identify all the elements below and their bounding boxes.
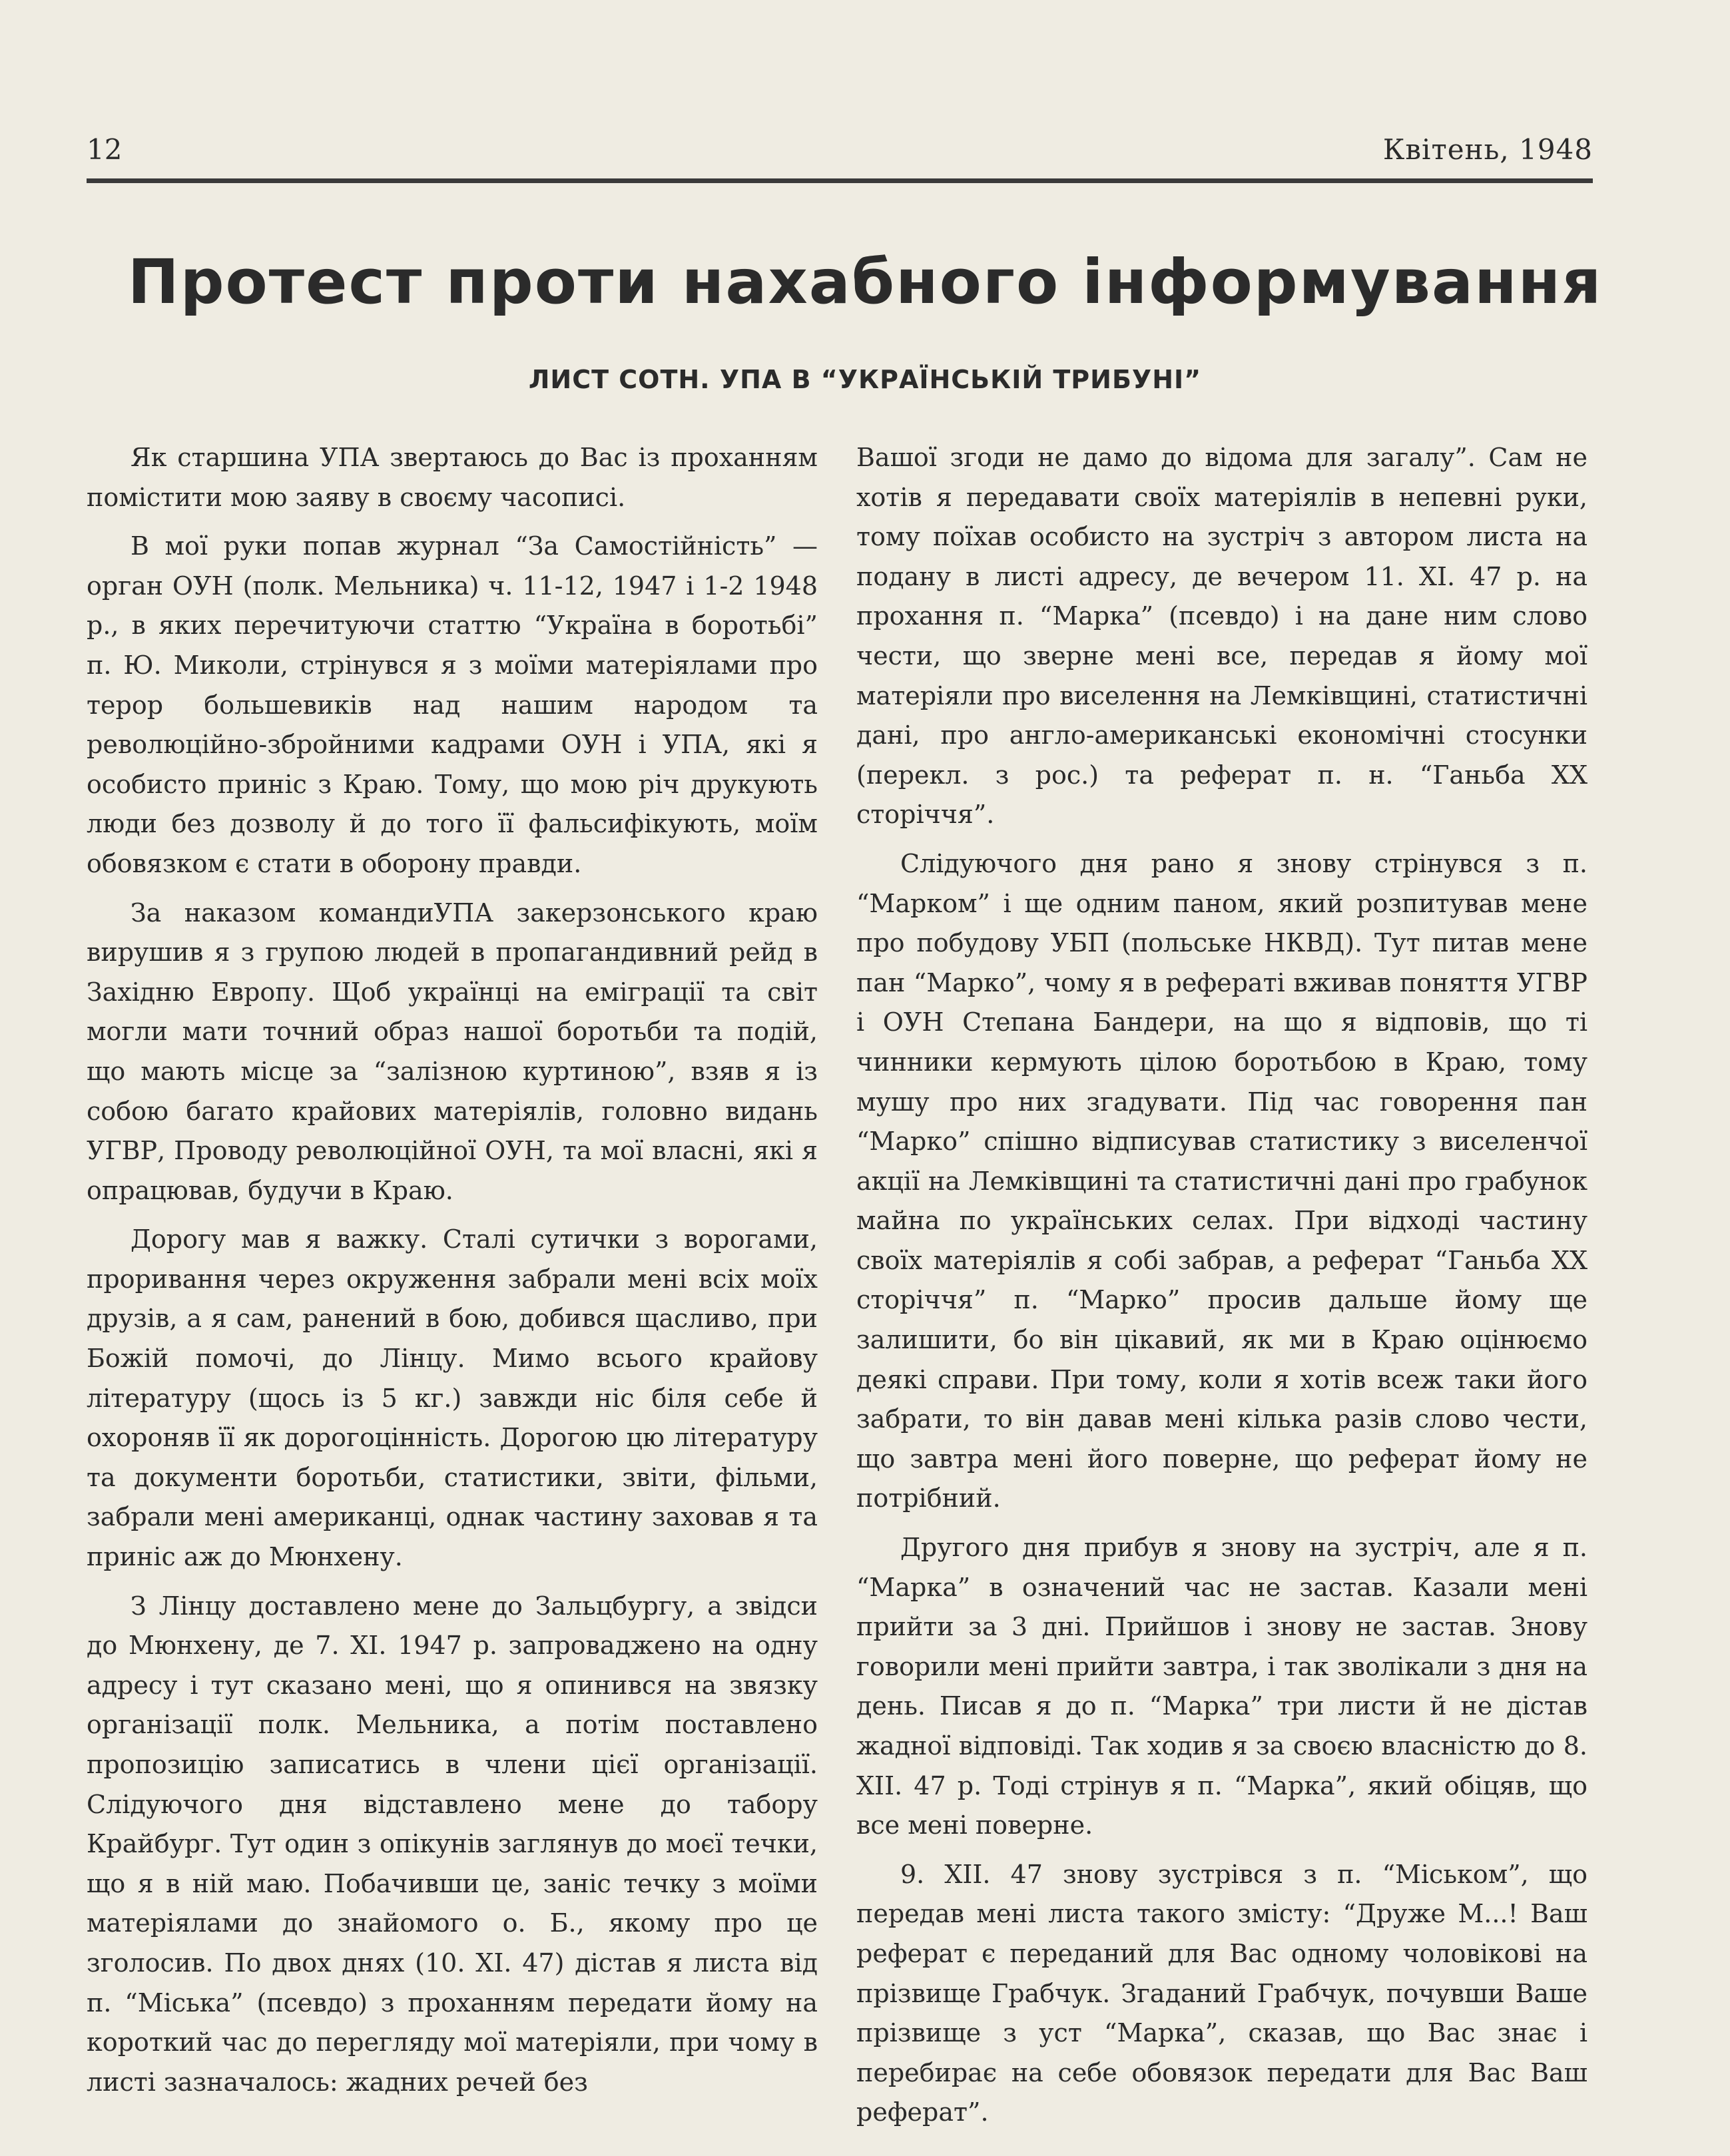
article-title: Протест проти нахабного інформування [127, 246, 1603, 318]
paragraph: З Лінцу доставлено мене до Зальцбургу, а звідси до Мюнхену, де 7. XI. 1947 р. запроваджено на одну адресу і тут сказано мені, що я опинився на звязку організації полк. Мельника, а потім поставлено пропозицію записатись в члени цієї організації. Слідуючого дня відставлено мене до табору Крайбург. Тут один з опікунів заглянув до моєї течки, що я в ній маю. Побачивши це, заніс течку з моїми матеріялами до знайомого о. Б., якому про це зголосив. По двох днях (10. XI. 47) дістав я листа від п. “Міська” (псевдо) з проханням передати йому на короткий час до перегляду мої матеріяли, при чому в листі зазначалось: жадних речей без [87, 1591, 818, 2097]
paragraph: Другого дня прибув я знову на зустріч, але я п. “Марка” в означений час не застав. Казали мені прийти за 3 дні. Прийшов і знову не застав. Знову говорили мені прийти завтра, і так зволікали з дня на день. Писав я до п. “Марка” три листи й не дістав жадної відповіді. Так ходив я за своєю власністю до 8. XII. 47 р. Тоді стрінув я п. “Марка”, який обіцяв, що все мені поверне. [856, 1533, 1587, 1840]
paragraph-continued: Вашої згоди не дамо до відома для загалу”. Сам не хотів я передавати своїх матеріялів в непевні руки, тому поїхав особисто на зустріч з автором листа на подану в листі адресу, де вечером 11. XI. 47 р. на прохання п. “Марка” (псевдо) і на дане ним слово чести, що зверне мені все, передав я йому мої матеріяли про виселення на Лемківщині, статистичні дані, про англо-американські економічні стосунки (перекл. з рос.) та реферат п. н. “Ганьба XX сторіччя”. [856, 443, 1587, 830]
paragraph: Дорогу мав я важку. Сталі сутички з ворогами, проривання через окруження забрали мені всіх моїх друзів, а я сам, ранений в бою, добився щасливо, при Божій помочі, до Лінцу. Мимо всього крайову літературу (щось із 5 кг.) завжди ніс біля себе й охороняв її як дорогоцінність. Дорогою цю літературу та документи боротьби, статистики, звіти, фільми, забрали мені американці, однак частину заховав я та приніс аж до Мюнхену. [87, 1224, 818, 1572]
paragraph: За наказом командиУПА закерзонського краю вирушив я з групою людей в пропагандивний рейд в Західню Европу. Щоб українці на еміграції та світ могли мати точний образ нашої боротьби та подій, що мають місце за “залізною куртиною”, взяв я із собою багато крайових матеріялів, головно видань УГВР, Проводу революційної ОУН, та мої власні, які я опрацював, будучи в Краю. [87, 898, 818, 1205]
right-column [856, 438, 1587, 2142]
paragraph: Як старшина УПА звертаюсь до Вас із проханням помістити мою заяву в своєму часописі. [87, 443, 818, 512]
paragraph: Слідуючого дня рано я знову стрінувся з п. “Марком” і ще одним паном, який розпитував мене про побудову УБП (польське НКВД). Тут питав мене пан “Марко”, чому я в рефераті вживав поняття УГВР і ОУН Степана Бандери, на що я відповів, що ті чинники кермують цілою боротьбою в Краю, тому мушу про них згадувати. Під час говорення пан “Марко” спішно відписував статистику з виселенчої акції на Лемківщині та статистичні дані про грабунок майна по українських селах. При відході частину своїх матеріялів я собі забрав, а реферат “Ганьба XX сторіччя” п. “Марко” просив дальше йому ще залишити, бо він цікавий, як ми в Краю оцінюємо деякі справи. При тому, коли я хотів всеж таки його забрати, то він давав мені кілька разів слово чести, що завтра мені його поверне, що реферат йому не потрібний. [856, 848, 1587, 1513]
page-number: 12 [87, 133, 123, 166]
article-subtitle: ЛИСТ СОТН. УПА В “УКРАЇНСЬКІЙ ТРИБУНІ” [528, 365, 1202, 394]
header-rule [87, 178, 1593, 183]
left-column [87, 438, 818, 2111]
paragraph: 9. XII. 47 знову зустрівся з п. “Міськом”, що передав мені листа такого змісту: “Друже М...! Ваш реферат є переданий для Вас одному чоловікові на прізвище Грабчук. Згаданий Грабчук, почувши Ваше прізвище з уст “Марка”, сказав, що Вас знає і перебирає на себе обовязок передати для Вас Ваш реферат”. [856, 1859, 1587, 2127]
issue-date: Квітень, 1948 [1382, 133, 1593, 166]
paragraph: В мої руки попав журнал “За Самостійність” — орган ОУН (полк. Мельника) ч. 11-12, 1947 і 1-2 1948 р., в яких перечитуючи статтю “Україна в боротьбі” п. Ю. Миколи, стрінувся я з моїми матеріялами про терор большевиків над нашим народом та революційно-збройними кадрами ОУН і УПА, які я особисто приніс з Краю. Тому, що мою річ друкують люди без дозволу й до того її фальсифікують, моїм обовязком є стати в оборону правди. [87, 531, 818, 878]
running-header [87, 133, 1593, 180]
